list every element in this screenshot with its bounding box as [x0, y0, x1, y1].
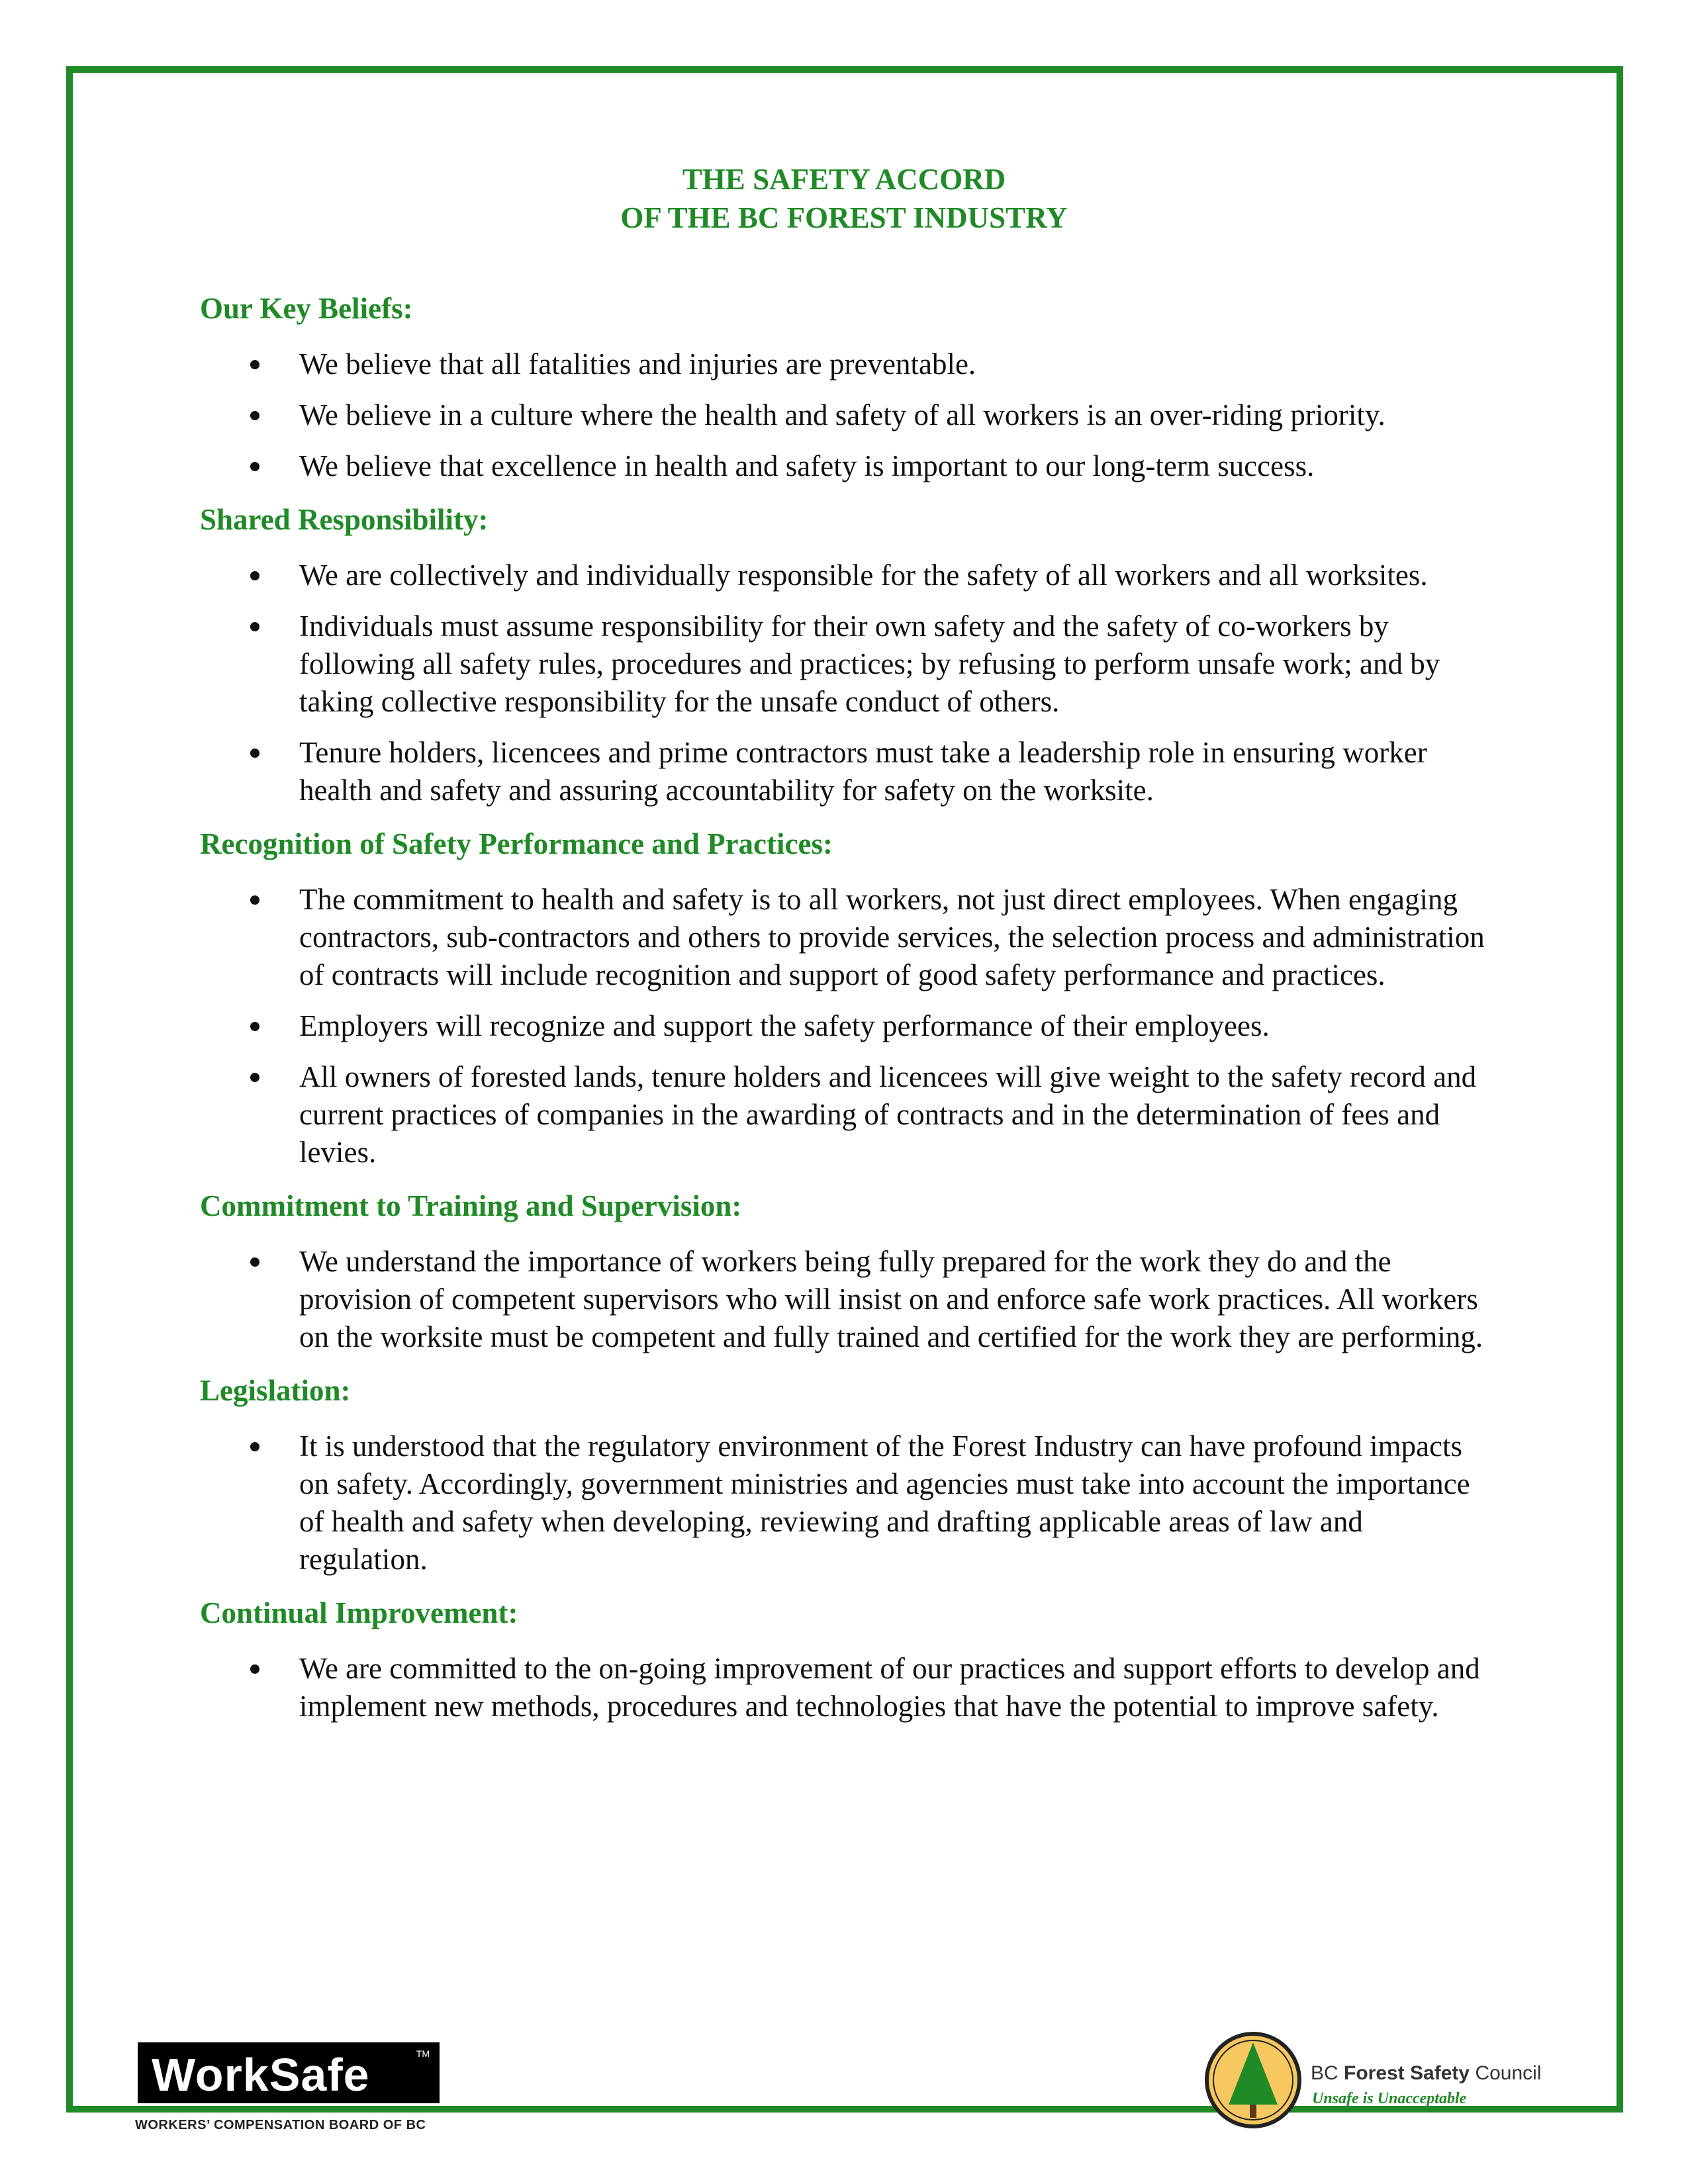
bullet-list: [200, 345, 1524, 485]
section-heading: Shared Responsibility:: [200, 503, 489, 536]
bullet-icon: [250, 622, 259, 631]
list-item-text: We understand the importance of workers being fully prepared for the work they do and the provision of competent supervisors who will insist on and enforce safe work practices. All workers on the worksite must be competent and fully trained and certified for the work they are performing.: [299, 1245, 1483, 1353]
document-title-line1: THE SAFETY ACCORD: [682, 163, 1006, 196]
bullet-list: [200, 557, 1524, 809]
list-item-text: All owners of forested lands, tenure holders and licencees will give weight to the safety record and current practices of companies in the awarding of contracts and in the determination of fees and levies.: [299, 1060, 1477, 1169]
list-item: [200, 1007, 1491, 1045]
list-item-text: Individuals must assume responsibility for their own safety and the safety of co-workers by following all safety rules, procedures and practices; by refusing to perform unsafe work; and by taking collective responsibility for the unsafe conduct of others.: [299, 610, 1440, 718]
list-item: [200, 608, 1491, 721]
bullet-list: [200, 1650, 1524, 1725]
section-heading: Continual Improvement:: [200, 1596, 518, 1629]
list-item-text: The commitment to health and safety is to all workers, not just direct employees. When engaging contractors, sub-contractors and others to provide services, the selection process and administration of contracts will include recognition and support of good safety performance and practices.: [299, 883, 1485, 991]
list-item-text: It is understood that the regulatory environment of the Forest Industry can have profound impacts on safety. Accordingly, government ministries and agencies must take into account the importance of health and safety when developing, reviewing and drafting applicable areas of law and regulation.: [299, 1430, 1470, 1576]
bullet-icon: [250, 1022, 259, 1031]
section-key-beliefs: [200, 290, 1524, 485]
bullet-icon: [250, 1442, 259, 1451]
worksafe-logo-text: WorkSafe: [152, 2049, 370, 2101]
worksafe-subtitle: WORKERS’ COMPENSATION BOARD OF BC: [135, 2118, 430, 2133]
bullet-icon: [250, 1073, 259, 1082]
worksafe-trademark: TM: [416, 2048, 430, 2059]
bcfsc-emblem-icon: [1203, 2030, 1303, 2130]
bullet-icon: [250, 360, 259, 369]
list-item-text: We are collectively and individually responsible for the safety of all workers and all worksites.: [299, 559, 1428, 592]
list-item-text: We believe that all fatalities and injuries are preventable.: [299, 347, 976, 381]
document-title-line2: OF THE BC FOREST INDUSTRY: [620, 201, 1068, 234]
bullet-icon: [250, 571, 259, 580]
list-item: [200, 1243, 1491, 1356]
list-item: [200, 734, 1491, 809]
list-item: [200, 396, 1491, 434]
section-training-supervision: [200, 1187, 1524, 1356]
list-item: [200, 1058, 1491, 1171]
list-item-text: We believe in a culture where the health and safety of all workers is an over-riding priority.: [299, 398, 1385, 432]
list-item-text: Employers will recognize and support the safety performance of their employees.: [299, 1009, 1270, 1042]
bullet-icon: [250, 749, 259, 758]
bcfsc-name-prefix: BC: [1311, 2062, 1338, 2084]
section-heading: Commitment to Training and Supervision:: [200, 1189, 742, 1222]
bcfsc-name-bold: Forest Safety: [1344, 2062, 1470, 2084]
list-item-text: Tenure holders, licencees and prime contractors must take a leadership role in ensuring worker health and safety and assuring accountability for safety on the worksite.: [299, 736, 1427, 807]
section-legislation: [200, 1372, 1524, 1578]
worksafe-logo: [138, 2042, 440, 2103]
list-item: [200, 1428, 1491, 1578]
bullet-list: [200, 1243, 1524, 1356]
list-item: [200, 1650, 1491, 1725]
section-shared-responsibility: [200, 501, 1524, 809]
list-item: [200, 881, 1491, 994]
bullet-icon: [250, 1257, 259, 1267]
bullet-icon: [250, 1664, 259, 1674]
bullet-list: [200, 1428, 1524, 1578]
document-body: [200, 290, 1524, 1739]
section-recognition: [200, 825, 1524, 1171]
section-heading: Legislation:: [200, 1374, 351, 1407]
section-heading: Recognition of Safety Performance and Practices:: [200, 827, 833, 860]
list-item: [200, 557, 1491, 594]
section-continual-improvement: [200, 1594, 1524, 1725]
list-item: [200, 447, 1491, 485]
list-item-text: We are committed to the on-going improvement of our practices and support efforts to develop and implement new methods, procedures and technologies that have the potential to improve safety.: [299, 1652, 1480, 1723]
bullet-icon: [250, 411, 259, 420]
bullet-list: [200, 881, 1524, 1171]
list-item-text: We believe that excellence in health and safety is important to our long-term success.: [299, 449, 1315, 482]
bcfsc-name: [1311, 2062, 1542, 2085]
list-item: [200, 345, 1491, 383]
section-heading: Our Key Beliefs:: [200, 292, 413, 325]
bullet-icon: [250, 462, 259, 471]
bullet-icon: [250, 895, 259, 905]
bcfsc-tagline: Unsafe is Unacceptable: [1312, 2090, 1467, 2107]
bcfsc-name-suffix: Council: [1475, 2062, 1542, 2084]
